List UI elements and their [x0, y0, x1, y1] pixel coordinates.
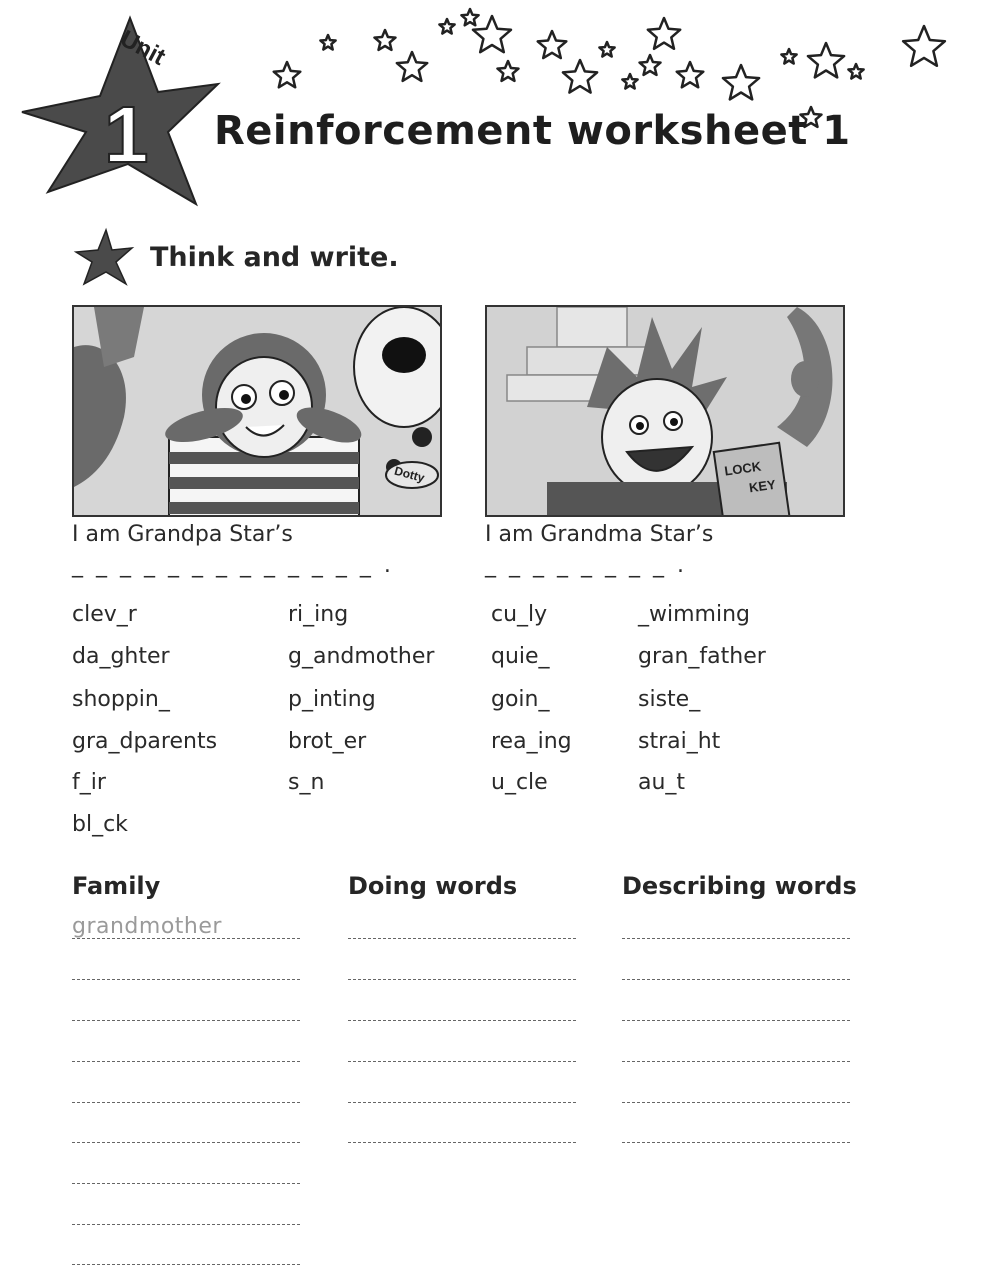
instruction-text: Think and write.	[150, 242, 399, 273]
writing-line[interactable]	[348, 1061, 576, 1062]
star-icon	[848, 64, 863, 79]
star-icon	[781, 49, 796, 64]
word-item: au_t	[638, 770, 686, 795]
writing-line[interactable]	[72, 1061, 300, 1062]
word-item: goin_	[491, 687, 550, 712]
instruction-star-icon	[72, 226, 136, 290]
worksheet-title: Reinforcement worksheet 1	[214, 108, 851, 154]
writing-line[interactable]	[72, 1020, 300, 1021]
star-icon	[640, 55, 661, 75]
caption-grandpa: I am Grandpa Star’s	[72, 522, 293, 547]
writing-line[interactable]	[622, 1020, 850, 1021]
word-item: ri_ing	[288, 602, 349, 627]
writing-line[interactable]	[72, 1102, 300, 1103]
book-title-bottom: KEY	[748, 476, 777, 496]
star-icon	[274, 62, 301, 87]
word-item: da_ghter	[72, 644, 170, 669]
star-icon	[723, 65, 759, 99]
star-icon	[648, 18, 680, 49]
word-item: _wimming	[638, 602, 750, 627]
example-answer: grandmother	[72, 914, 222, 939]
word-item: f_ir	[72, 770, 106, 795]
writing-line[interactable]	[348, 1142, 576, 1143]
blank-grandpa[interactable]: _ _ _ _ _ _ _ _ _ _ _ _ _ .	[72, 553, 394, 578]
star-icon	[677, 62, 704, 87]
star-icon	[622, 74, 637, 89]
heading-describing-words: Describing words	[622, 872, 857, 900]
word-item: bl_ck	[72, 812, 128, 837]
writing-line[interactable]	[622, 1102, 850, 1103]
writing-line[interactable]	[72, 1142, 300, 1143]
word-item: strai_ht	[638, 729, 721, 754]
word-item: cu_ly	[491, 602, 548, 627]
writing-line[interactable]	[72, 1264, 300, 1265]
word-item: s_n	[288, 770, 325, 795]
word-item: u_cle	[491, 770, 548, 795]
caption-grandma: I am Grandma Star’s	[485, 522, 714, 547]
star-icon	[320, 35, 335, 50]
writing-line[interactable]	[348, 1102, 576, 1103]
star-icon	[397, 52, 427, 81]
star-icon	[563, 60, 597, 93]
word-item: shoppin_	[72, 687, 170, 712]
word-item: brot_er	[288, 729, 367, 754]
star-icon	[538, 31, 567, 58]
writing-line[interactable]	[622, 979, 850, 980]
star-icon	[599, 42, 614, 57]
word-item: clev_r	[72, 602, 137, 627]
writing-line[interactable]	[72, 979, 300, 980]
star-icon	[439, 19, 454, 34]
star-icon	[375, 30, 396, 50]
writing-line[interactable]	[348, 979, 576, 980]
unit-number: 1	[104, 90, 149, 179]
star-icon	[473, 16, 511, 52]
star-icon	[808, 43, 844, 77]
writing-line[interactable]	[72, 1183, 300, 1184]
writing-line[interactable]	[72, 1224, 300, 1225]
star-icon	[498, 61, 519, 81]
word-item: rea_ing	[491, 729, 572, 754]
writing-line[interactable]	[348, 938, 576, 939]
writing-line[interactable]	[72, 938, 300, 939]
word-item: gra_dparents	[72, 729, 218, 754]
blank-grandma[interactable]: _ _ _ _ _ _ _ _ .	[485, 553, 687, 578]
word-item: quie_	[491, 644, 550, 669]
writing-line[interactable]	[622, 1061, 850, 1062]
word-item: g_andmother	[288, 644, 435, 669]
picture-girl-and-dog	[72, 305, 442, 517]
heading-family: Family	[72, 872, 161, 900]
picture-boy-with-game	[485, 305, 845, 517]
writing-line[interactable]	[622, 938, 850, 939]
dog-tag-text: Dotty	[392, 463, 427, 486]
heading-doing-words: Doing words	[348, 872, 518, 900]
book-title-top: LOCK	[723, 458, 763, 479]
word-item: gran_father	[638, 644, 766, 669]
word-item: siste_	[638, 687, 701, 712]
word-item: p_inting	[288, 687, 376, 712]
star-icon	[903, 26, 945, 66]
writing-line[interactable]	[348, 1020, 576, 1021]
writing-line[interactable]	[622, 1142, 850, 1143]
unit-label: Unit	[115, 25, 170, 71]
star-icon	[461, 9, 478, 25]
